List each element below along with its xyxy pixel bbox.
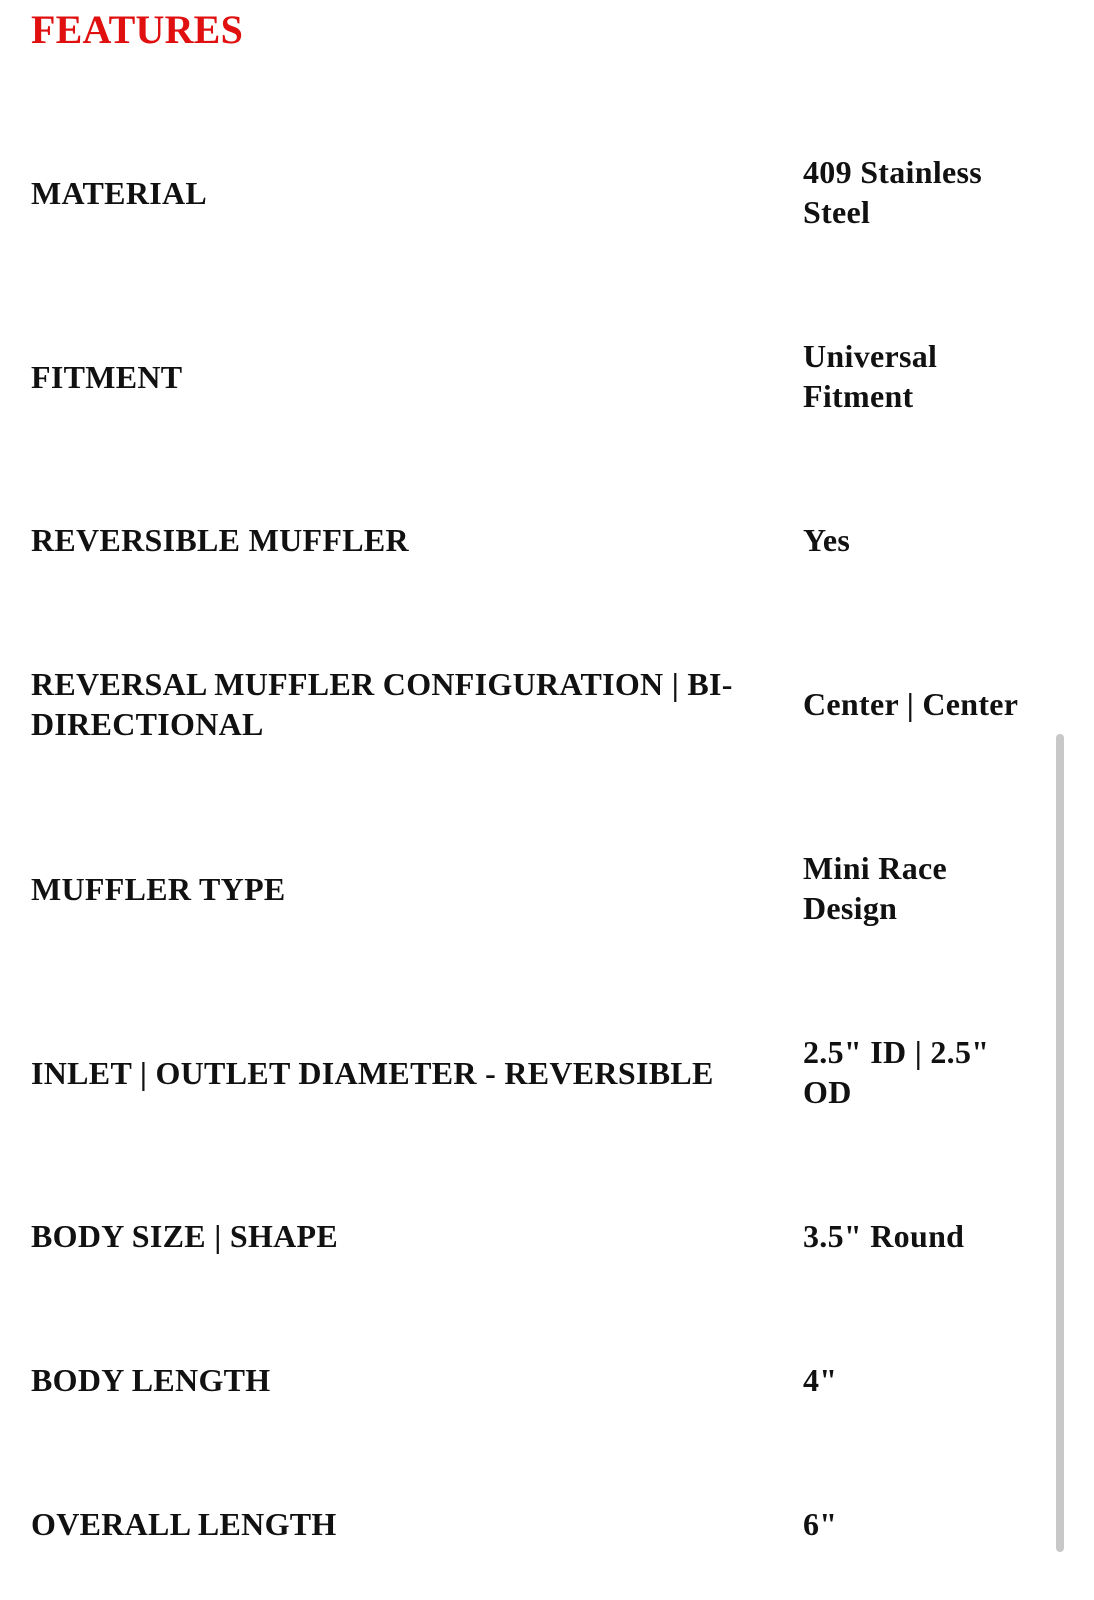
- spec-value: Mini Race Design: [803, 850, 947, 926]
- spec-value: Center | Center: [803, 686, 1019, 722]
- spec-label: REVERSIBLE MUFFLER: [31, 522, 409, 558]
- spec-row-reversal-configuration: [0, 664, 1094, 746]
- spec-label: MUFFLER TYPE: [31, 871, 286, 907]
- spec-row-reversible-muffler: [0, 520, 1094, 562]
- spec-value: 4": [803, 1362, 838, 1398]
- spec-row-fitment: [0, 336, 1094, 418]
- spec-label: INLET | OUTLET DIAMETER - REVERSIBLE: [31, 1055, 714, 1091]
- spec-label: FITMENT: [31, 359, 183, 395]
- spec-row-overall-length: [0, 1504, 1094, 1546]
- spec-value: 2.5" ID | 2.5" OD: [803, 1034, 990, 1110]
- spec-row-material: [0, 152, 1094, 234]
- vertical-scrollbar[interactable]: [1056, 734, 1064, 1552]
- spec-value: 409 Stainless Steel: [803, 154, 983, 230]
- spec-value: Yes: [803, 522, 851, 558]
- spec-row-inlet-outlet-diameter: [0, 1032, 1094, 1114]
- spec-value: Universal Fitment: [803, 338, 938, 414]
- spec-label: OVERALL LENGTH: [31, 1506, 337, 1542]
- spec-value: 6": [803, 1506, 838, 1542]
- features-title: FEATURES: [31, 7, 244, 52]
- spec-label: BODY LENGTH: [31, 1362, 271, 1398]
- spec-label: REVERSAL MUFFLER CONFIGURATION | BI-DIRECTIONAL: [31, 666, 733, 742]
- spec-label: MATERIAL: [31, 175, 208, 211]
- spec-row-body-size-shape: [0, 1216, 1094, 1258]
- spec-value: 3.5" Round: [803, 1218, 965, 1254]
- spec-row-muffler-type: [0, 848, 1094, 930]
- spec-row-body-length: [0, 1360, 1094, 1402]
- spec-label: BODY SIZE | SHAPE: [31, 1218, 339, 1254]
